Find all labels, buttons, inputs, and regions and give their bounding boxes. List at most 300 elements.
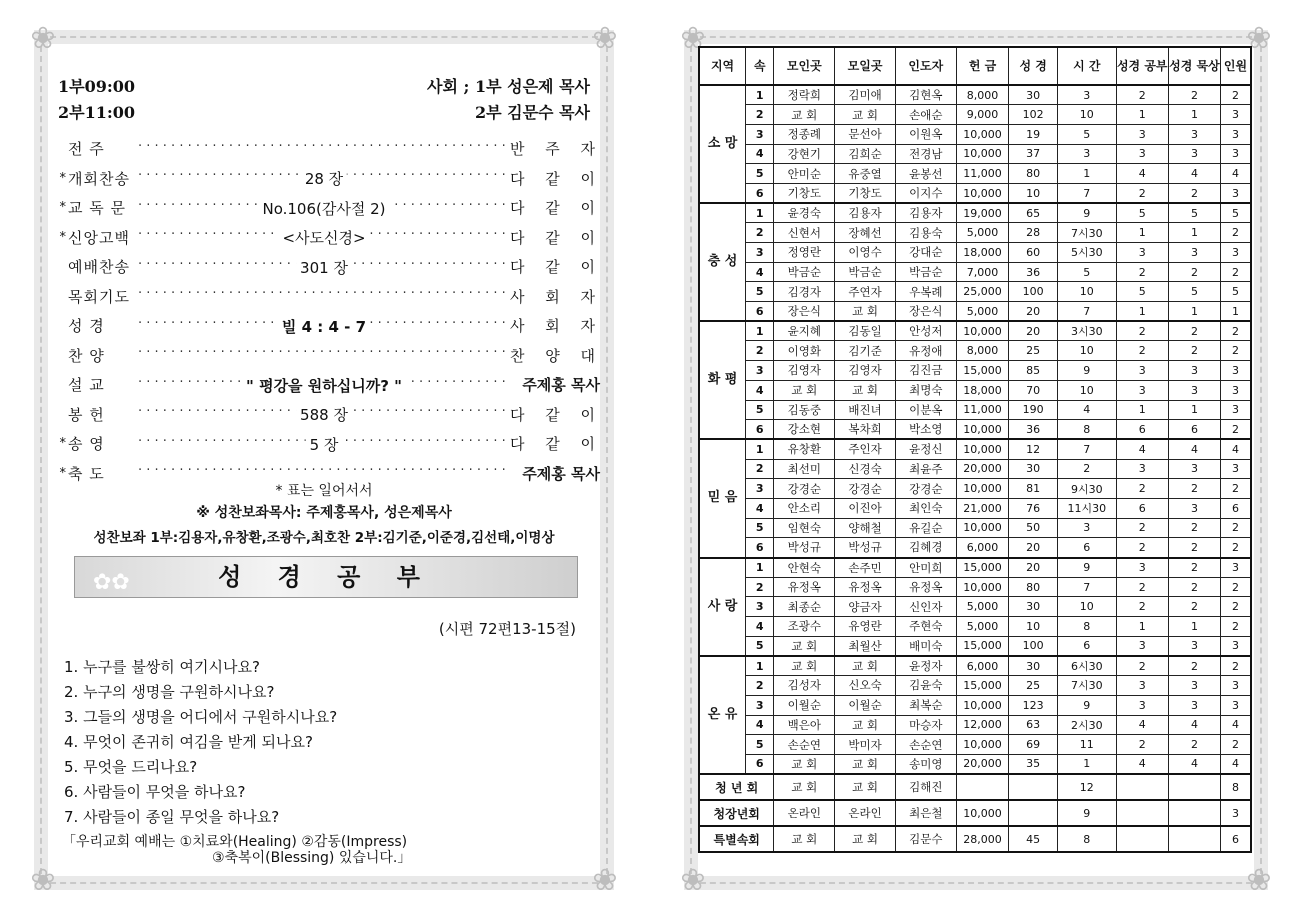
table-cell: 10,000 xyxy=(956,420,1009,440)
table-cell: 6 xyxy=(746,754,774,774)
table-cell: 김미애 xyxy=(835,85,896,105)
table-cell: 3 xyxy=(1116,636,1168,656)
flower-ornament-icon: ❀ xyxy=(1246,863,1272,898)
note-assistant-pastors: ※ 성찬보좌목사: 주제홍목사, 성은제목사 xyxy=(196,505,452,521)
service1-leader: 사회 ; 1부 성은제 목사 xyxy=(427,77,590,96)
table-cell: 2 xyxy=(1168,735,1220,755)
table-cell xyxy=(956,774,1009,800)
table-cell: 3 xyxy=(1221,105,1251,125)
table-cell: 7시30 xyxy=(1057,223,1116,243)
order-item-responsible: 다 같 이 xyxy=(510,258,604,277)
table-cell: 2 xyxy=(1221,538,1251,558)
table-cell: 1 xyxy=(1168,105,1220,125)
table-cell: 백은아 xyxy=(774,715,835,735)
table-cell: 양해철 xyxy=(835,518,896,538)
service2-leader: 2부 김문수 목사 xyxy=(474,103,590,122)
region-name: 화 평 xyxy=(699,321,746,439)
leader-dots xyxy=(138,257,510,277)
table-cell: 5,000 xyxy=(956,223,1009,243)
table-cell: 2 xyxy=(1221,479,1251,499)
table-cell: 윤경숙 xyxy=(774,203,835,223)
table-cell: 교 회 xyxy=(774,380,835,400)
table-row xyxy=(699,800,1251,826)
table-cell: 45 xyxy=(1009,826,1058,852)
table-row xyxy=(699,498,1251,518)
note-communion-helpers: 성찬보좌 1부:김용자,유창환,조광수,최호찬 2부:김기준,이준경,김선태,이명상 xyxy=(93,530,555,546)
table-cell: 9 xyxy=(1057,203,1116,223)
service2-time: 2부11:00 xyxy=(58,103,136,122)
region-name: 충 성 xyxy=(699,203,746,321)
order-item-responsible: 사 회 자 xyxy=(510,317,604,336)
table-cell: 주인자 xyxy=(835,439,896,459)
table-cell: 2 xyxy=(1116,656,1168,676)
table-cell: 양금자 xyxy=(835,597,896,617)
table-cell: 3 xyxy=(1116,243,1168,263)
table-cell: 3 xyxy=(1168,498,1220,518)
table-cell: 11,000 xyxy=(956,400,1009,420)
table-cell: 8 xyxy=(1221,774,1251,800)
table-cell: 4 xyxy=(1221,715,1251,735)
table-cell: 2 xyxy=(1168,321,1220,341)
table-cell: 김용숙 xyxy=(895,223,956,243)
table-cell: 20,000 xyxy=(956,459,1009,479)
table-cell: 9 xyxy=(1057,558,1116,578)
table-cell: 1 xyxy=(1057,164,1116,184)
region-name: 온 유 xyxy=(699,656,746,774)
order-item-name: 전 주 xyxy=(68,140,105,159)
table-cell: 3 xyxy=(1221,558,1251,578)
study-question: 7. 사람들이 종일 무엇을 하나요? xyxy=(64,808,280,826)
table-cell: 2 xyxy=(1116,262,1168,282)
table-cell: 25,000 xyxy=(956,282,1009,302)
table-cell: 교 회 xyxy=(835,826,896,852)
column-header: 성경 공부 xyxy=(1116,47,1168,85)
table-cell: 2 xyxy=(1168,341,1220,361)
table-cell: 2 xyxy=(1168,183,1220,203)
table-cell: 102 xyxy=(1009,105,1058,125)
table-cell: 4 xyxy=(1168,439,1220,459)
table-cell: 10,000 xyxy=(956,800,1009,826)
table-cell: 손순연 xyxy=(774,735,835,755)
table-row xyxy=(699,754,1251,774)
table-cell: 이영수 xyxy=(835,243,896,263)
table-row xyxy=(699,439,1251,459)
table-cell: 9 xyxy=(1057,695,1116,715)
table-cell: 장혜선 xyxy=(835,223,896,243)
table-cell: 3 xyxy=(1168,459,1220,479)
table-row xyxy=(699,518,1251,538)
table-cell: 3 xyxy=(1221,361,1251,381)
table-cell: 6 xyxy=(1221,826,1251,852)
table-cell: 10,000 xyxy=(956,183,1009,203)
table-cell: 김영자 xyxy=(774,361,835,381)
order-item-name: 봉 헌 xyxy=(68,405,105,424)
study-question: 2. 누구의 생명을 구원하시나요? xyxy=(64,683,275,701)
table-cell: 5 xyxy=(746,735,774,755)
table-cell: 5 xyxy=(746,164,774,184)
table-cell: 11시30 xyxy=(1057,498,1116,518)
table-cell xyxy=(1168,774,1220,800)
order-item-responsible: 주제홍 목사 xyxy=(522,376,600,395)
table-cell: 3 xyxy=(1057,518,1116,538)
table-cell: 20 xyxy=(1009,538,1058,558)
order-item-detail: · · · No.106(감사절 2) xyxy=(258,198,389,218)
table-cell: 2 xyxy=(1221,420,1251,440)
order-item-responsible: 주제홍 목사 xyxy=(522,464,600,483)
table-cell: 5 xyxy=(746,518,774,538)
table-cell: 안미순 xyxy=(774,164,835,184)
table-cell: 3 xyxy=(746,479,774,499)
table-cell: 3 xyxy=(1221,183,1251,203)
table-cell: 5,000 xyxy=(956,597,1009,617)
table-row xyxy=(699,617,1251,637)
table-cell: 1 xyxy=(746,321,774,341)
table-row xyxy=(699,183,1251,203)
table-cell: 최은철 xyxy=(895,800,956,826)
table-cell: 2 xyxy=(1221,735,1251,755)
table-cell: 2 xyxy=(1168,518,1220,538)
order-row xyxy=(48,223,604,253)
table-cell: 1 xyxy=(746,558,774,578)
table-cell: 정영란 xyxy=(774,243,835,263)
table-cell: 10,000 xyxy=(956,518,1009,538)
church-motto xyxy=(62,834,411,866)
table-cell: 4 xyxy=(1168,164,1220,184)
order-item-name: 성 경 xyxy=(68,317,105,336)
table-cell: 2 xyxy=(1221,321,1251,341)
table-row xyxy=(699,262,1251,282)
order-row xyxy=(48,311,604,341)
column-header: 모일곳 xyxy=(835,47,896,85)
order-row xyxy=(48,282,604,312)
table-cell: 1 xyxy=(1116,105,1168,125)
table-cell: 3 xyxy=(1116,676,1168,696)
bulletin-right-page xyxy=(680,21,1272,898)
table-cell xyxy=(1116,774,1168,800)
flower-ornament-icon: ❀ xyxy=(680,863,706,898)
table-row xyxy=(699,636,1251,656)
table-cell: 10,000 xyxy=(956,144,1009,164)
table-cell: 윤정자 xyxy=(895,656,956,676)
table-cell: 2 xyxy=(1221,518,1251,538)
table-cell: 6 xyxy=(1221,498,1251,518)
table-cell: 36 xyxy=(1009,420,1058,440)
table-cell: 3 xyxy=(1221,800,1251,826)
table-cell: 7 xyxy=(1057,439,1116,459)
table-row xyxy=(699,676,1251,696)
table-cell: 5 xyxy=(1168,203,1220,223)
table-cell: 6 xyxy=(1057,636,1116,656)
table-cell: 유정옥 xyxy=(895,577,956,597)
table-cell: 5 xyxy=(746,400,774,420)
table-cell: 3 xyxy=(746,361,774,381)
scripture-reference: (시편 72편13-15절) xyxy=(438,620,576,638)
table-cell: 65 xyxy=(1009,203,1058,223)
table-cell: 안성저 xyxy=(895,321,956,341)
study-question: 5. 무엇을 드리나요? xyxy=(64,758,198,776)
standing-mark: * xyxy=(59,465,66,481)
table-cell: 10,000 xyxy=(956,695,1009,715)
table-cell: 윤지혜 xyxy=(774,321,835,341)
table-cell: 60 xyxy=(1009,243,1058,263)
table-cell: 김희순 xyxy=(835,144,896,164)
table-row xyxy=(699,656,1251,676)
table-cell: 김동일 xyxy=(835,321,896,341)
motto-line-2: ③축복이(Blessing) 있습니다.」 xyxy=(212,850,412,866)
table-cell: 2 xyxy=(746,223,774,243)
order-row xyxy=(48,164,604,194)
table-cell: 1 xyxy=(746,439,774,459)
table-row xyxy=(699,774,1251,800)
table-cell: 4 xyxy=(1116,164,1168,184)
table-cell: 36 xyxy=(1009,262,1058,282)
note-stand: * 표는 일어서서 xyxy=(275,483,373,499)
table-row xyxy=(699,85,1251,105)
table-row xyxy=(699,597,1251,617)
table-cell: 손주민 xyxy=(835,558,896,578)
table-cell: 최윤주 xyxy=(895,459,956,479)
table-row xyxy=(699,105,1251,125)
table-cell: 2 xyxy=(1168,479,1220,499)
table-cell: 강현기 xyxy=(774,144,835,164)
column-header: 헌 금 xyxy=(956,47,1009,85)
flower-ornament-icon: ❀ xyxy=(30,863,56,898)
table-cell: 4 xyxy=(746,498,774,518)
table-cell: 주현숙 xyxy=(895,617,956,637)
table-cell: 조광수 xyxy=(774,617,835,637)
table-cell: 5 xyxy=(1057,262,1116,282)
table-cell: 85 xyxy=(1009,361,1058,381)
table-cell: 온라인 xyxy=(774,800,835,826)
table-cell: 강경순 xyxy=(895,479,956,499)
table-cell: 우복례 xyxy=(895,282,956,302)
table-cell: 최명숙 xyxy=(895,380,956,400)
table-cell: 2 xyxy=(1168,262,1220,282)
table-cell: 9 xyxy=(1057,361,1116,381)
study-questions xyxy=(64,656,337,831)
table-cell: 18,000 xyxy=(956,380,1009,400)
leader-dots xyxy=(138,139,510,159)
order-row xyxy=(48,193,604,223)
table-cell: 온라인 xyxy=(835,800,896,826)
table-cell: 송미영 xyxy=(895,754,956,774)
study-question: 1. 누구를 불쌍히 여기시나요? xyxy=(64,658,260,676)
leader-dots xyxy=(138,227,510,247)
table-cell: 6 xyxy=(746,302,774,322)
table-row xyxy=(699,715,1251,735)
table-row xyxy=(699,243,1251,263)
table-cell xyxy=(1168,800,1220,826)
table-cell: 기창도 xyxy=(835,183,896,203)
table-cell: 2 xyxy=(1116,597,1168,617)
table-cell: 1 xyxy=(1168,302,1220,322)
table-cell: 5 xyxy=(1168,282,1220,302)
table-cell: 3 xyxy=(1116,380,1168,400)
table-cell: 3 xyxy=(1168,676,1220,696)
table-cell: 3 xyxy=(1221,124,1251,144)
leader-dots xyxy=(138,168,510,188)
table-cell: 4 xyxy=(1168,715,1220,735)
table-cell: 2 xyxy=(1168,85,1220,105)
table-cell: 2 xyxy=(1221,577,1251,597)
table-cell: 5 xyxy=(1116,282,1168,302)
order-item-responsible: 다 같 이 xyxy=(510,199,604,218)
table-cell: 최인숙 xyxy=(895,498,956,518)
table-cell: 12 xyxy=(1057,774,1116,800)
table-cell: 6 xyxy=(1057,538,1116,558)
table-cell: 37 xyxy=(1009,144,1058,164)
table-cell: 3 xyxy=(1221,243,1251,263)
table-row xyxy=(699,203,1251,223)
table-cell: 15,000 xyxy=(956,558,1009,578)
study-question: 4. 무엇이 존귀히 여김을 받게 되나요? xyxy=(64,733,313,751)
region-name: 사 랑 xyxy=(699,558,746,656)
table-cell: 123 xyxy=(1009,695,1058,715)
table-cell: 50 xyxy=(1009,518,1058,538)
table-cell: 교 회 xyxy=(835,302,896,322)
table-cell: 10,000 xyxy=(956,124,1009,144)
table-cell: 76 xyxy=(1009,498,1058,518)
column-header: 인원 xyxy=(1221,47,1251,85)
order-row xyxy=(48,370,600,400)
table-row xyxy=(699,321,1251,341)
table-cell: 강대순 xyxy=(895,243,956,263)
table-cell: 10,000 xyxy=(956,321,1009,341)
flower-ornament-icon: ❀ xyxy=(680,21,706,56)
table-cell: 11 xyxy=(1057,735,1116,755)
table-cell: 63 xyxy=(1009,715,1058,735)
table-cell: 10,000 xyxy=(956,479,1009,499)
flower-ornament-icon: ❀ xyxy=(592,21,618,56)
standing-mark: * xyxy=(59,436,66,452)
table-cell: 김해진 xyxy=(895,774,956,800)
table-row xyxy=(699,826,1251,852)
table-cell: 3 xyxy=(1116,558,1168,578)
table-cell: 6 xyxy=(746,183,774,203)
table-cell xyxy=(1116,826,1168,852)
table-row xyxy=(699,302,1251,322)
table-cell: 교 회 xyxy=(774,656,835,676)
order-item-responsible: 사 회 자 xyxy=(510,287,604,306)
table-cell: 70 xyxy=(1009,380,1058,400)
table-cell: 교 회 xyxy=(835,715,896,735)
table-cell: 2 xyxy=(1221,656,1251,676)
order-item-name: 설 교 xyxy=(68,376,105,395)
table-cell: 3 xyxy=(746,124,774,144)
table-cell: 김동중 xyxy=(774,400,835,420)
table-cell: 3 xyxy=(1221,636,1251,656)
table-cell: 2 xyxy=(1116,341,1168,361)
table-cell: 강경순 xyxy=(774,479,835,499)
study-question: 3. 그들의 생명을 어디에서 구원하시나요? xyxy=(64,708,338,726)
order-item-responsible: 다 같 이 xyxy=(510,435,604,454)
table-cell: 30 xyxy=(1009,656,1058,676)
table-cell: 3 xyxy=(746,243,774,263)
table-cell: 20 xyxy=(1009,558,1058,578)
table-cell: 3 xyxy=(1116,459,1168,479)
table-cell: 2 xyxy=(1116,479,1168,499)
column-header: 성경 묵상 xyxy=(1168,47,1220,85)
table-cell: 6 xyxy=(1168,420,1220,440)
table-cell: 3시30 xyxy=(1057,321,1116,341)
table-cell: 이진아 xyxy=(835,498,896,518)
table-cell: 유창환 xyxy=(774,439,835,459)
table-cell: 5,000 xyxy=(956,617,1009,637)
table-cell: 3 xyxy=(1168,380,1220,400)
service1-time: 1부09:00 xyxy=(58,77,136,96)
table-cell: 김영자 xyxy=(835,361,896,381)
table-cell: 2 xyxy=(1116,577,1168,597)
table-row xyxy=(699,695,1251,715)
table-cell: 12 xyxy=(1009,439,1058,459)
table-cell: 2시30 xyxy=(1057,715,1116,735)
table-cell: 2 xyxy=(1116,321,1168,341)
table-cell: 이지수 xyxy=(895,183,956,203)
table-row xyxy=(699,341,1251,361)
bulletin-left-page xyxy=(30,21,618,898)
table-cell: 6 xyxy=(746,420,774,440)
table-cell: 2 xyxy=(1221,262,1251,282)
table-cell: 81 xyxy=(1009,479,1058,499)
table-cell: 12,000 xyxy=(956,715,1009,735)
table-cell: 3 xyxy=(1116,361,1168,381)
order-item-detail: · · · 301 장 xyxy=(296,257,352,277)
leader-dots xyxy=(138,404,510,424)
table-cell: 안소리 xyxy=(774,498,835,518)
table-cell: 2 xyxy=(1116,735,1168,755)
table-cell: 7시30 xyxy=(1057,676,1116,696)
table-cell: 6 xyxy=(1116,420,1168,440)
table-cell: 4 xyxy=(746,262,774,282)
table-cell: 4 xyxy=(1168,754,1220,774)
table-cell: 25 xyxy=(1009,341,1058,361)
column-header: 인도자 xyxy=(895,47,956,85)
table-cell: 3 xyxy=(1168,636,1220,656)
order-item-detail: · · · 5 장 xyxy=(306,434,343,454)
table-cell: 신오숙 xyxy=(835,676,896,696)
table-cell: 1 xyxy=(746,656,774,676)
table-cell: 4 xyxy=(746,144,774,164)
table-cell: 3 xyxy=(1168,243,1220,263)
table-cell: 4 xyxy=(1221,164,1251,184)
table-cell: 3 xyxy=(1221,676,1251,696)
table-cell: 4 xyxy=(1057,400,1116,420)
order-item-name: 신앙고백 xyxy=(68,228,130,247)
table-cell: 최복순 xyxy=(895,695,956,715)
table-cell: 2 xyxy=(1168,597,1220,617)
table-cell: 교 회 xyxy=(835,105,896,125)
flower-ornament-icon: ❀ xyxy=(592,863,618,898)
table-cell: 2 xyxy=(1221,617,1251,637)
table-cell: 10 xyxy=(1009,617,1058,637)
table-cell: 2 xyxy=(1168,656,1220,676)
table-cell: 유길순 xyxy=(895,518,956,538)
cell-group-report-table xyxy=(698,46,1252,853)
order-item-detail: · · · 588 장 xyxy=(296,404,352,424)
table-cell: 유정애 xyxy=(895,341,956,361)
table-cell: 김기준 xyxy=(835,341,896,361)
table-cell: 80 xyxy=(1009,577,1058,597)
table-cell: 8 xyxy=(1057,826,1116,852)
column-header: 모인곳 xyxy=(774,47,835,85)
table-cell: 10 xyxy=(1057,597,1116,617)
table-cell: 3 xyxy=(1221,459,1251,479)
table-cell: 3 xyxy=(1168,695,1220,715)
table-cell: 20,000 xyxy=(956,754,1009,774)
table-cell: 유영란 xyxy=(835,617,896,637)
table-cell: 정락희 xyxy=(774,85,835,105)
table-cell: 3 xyxy=(1057,85,1116,105)
